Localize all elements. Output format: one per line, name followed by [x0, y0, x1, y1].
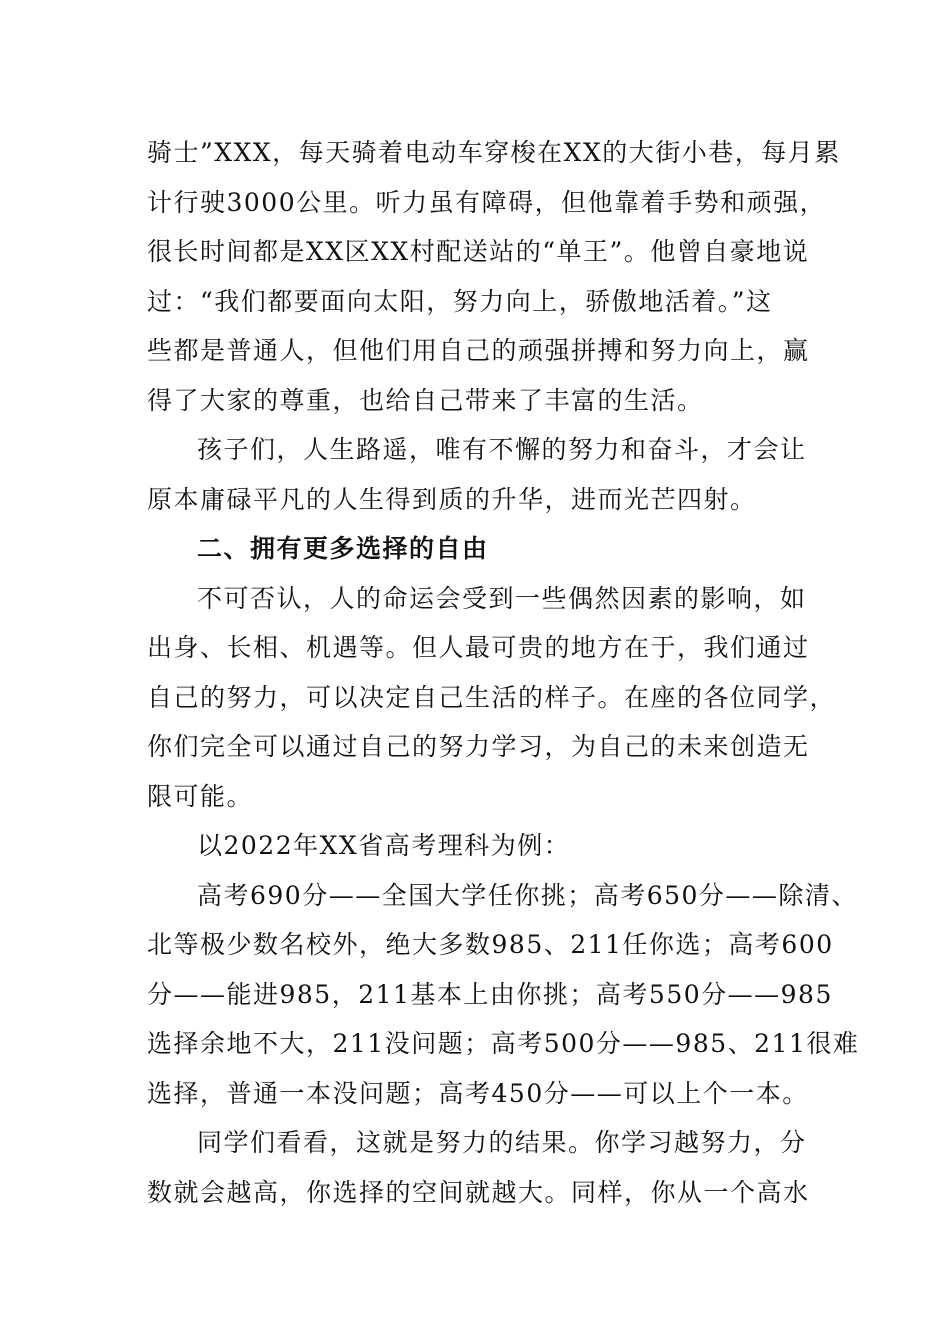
text-line: 数就会越高，你选择的空间就越大。同样，你从一个高水	[147, 1177, 810, 1207]
text-line: 骑士”XXX，每天骑着电动车穿梭在XX的大街小巷，每月累	[147, 138, 841, 167]
text-line: 自己的努力，可以决定自己生活的样子。在座的各位同学，	[147, 682, 837, 712]
text-line: 得了大家的尊重，也给自己带来了丰富的生活。	[147, 385, 704, 415]
text-line: 分——能进985，211基本上由你挑；高考550分——985	[147, 979, 833, 1009]
text-line: 原本庸碌平凡的人生得到质的升华，进而光芒四射。	[147, 484, 757, 514]
section-heading-freedom	[147, 524, 827, 574]
text-line: 过：“我们都要面向太阳，努力向上，骄傲地活着。”这	[147, 286, 773, 316]
text-line: 限可能。	[147, 781, 254, 811]
text-line: 高考690分——全国大学任你挑；高考650分——除清、	[197, 880, 858, 910]
text-line: 孩子们，人生路遥，唯有不懈的努力和奋斗，才会让	[197, 435, 807, 464]
paragraph-children-effort	[147, 425, 827, 524]
text-line: 同学们看看，这就是努力的结果。你学习越努力，分	[197, 1128, 807, 1157]
paragraph-fate-factors	[147, 574, 837, 822]
text-line: 很长时间都是XX区XX村配送站的“单王”。他曾自豪地说	[147, 237, 810, 266]
paragraph-exam-scores	[147, 871, 860, 1119]
text-line: 些都是普通人，但他们用自己的顽强拼搏和努力向上，赢	[147, 336, 810, 365]
text-line: 选择，普通一本没问题；高考450分——可以上个一本。	[147, 1078, 809, 1108]
text-line: 计行驶3000公里。听力虽有障碍，但他靠着手势和顽强，	[147, 187, 827, 217]
paragraph-exam-example-intro	[147, 821, 827, 871]
text-line: 出身、长相、机遇等。但人最可贵的地方在于，我们通过	[147, 633, 810, 662]
text-line: 不可否认，人的命运会受到一些偶然因素的影响，如	[197, 583, 807, 613]
paragraph-effort-result	[147, 1118, 827, 1217]
section-heading-text: 二、拥有更多选择的自由	[197, 534, 489, 563]
text-line: 你们完全可以通过自己的努力学习，为自己的未来创造无	[147, 732, 810, 761]
paragraph-delivery-rider	[147, 128, 841, 425]
text-line: 选择余地不大，211没问题；高考500分——985、211很难	[147, 1029, 860, 1058]
text-line: 以2022年XX省高考理科为例：	[197, 831, 571, 860]
document-body	[147, 128, 860, 1217]
text-line: 北等极少数名校外，绝大多数985、211任你选；高考600	[147, 930, 834, 959]
